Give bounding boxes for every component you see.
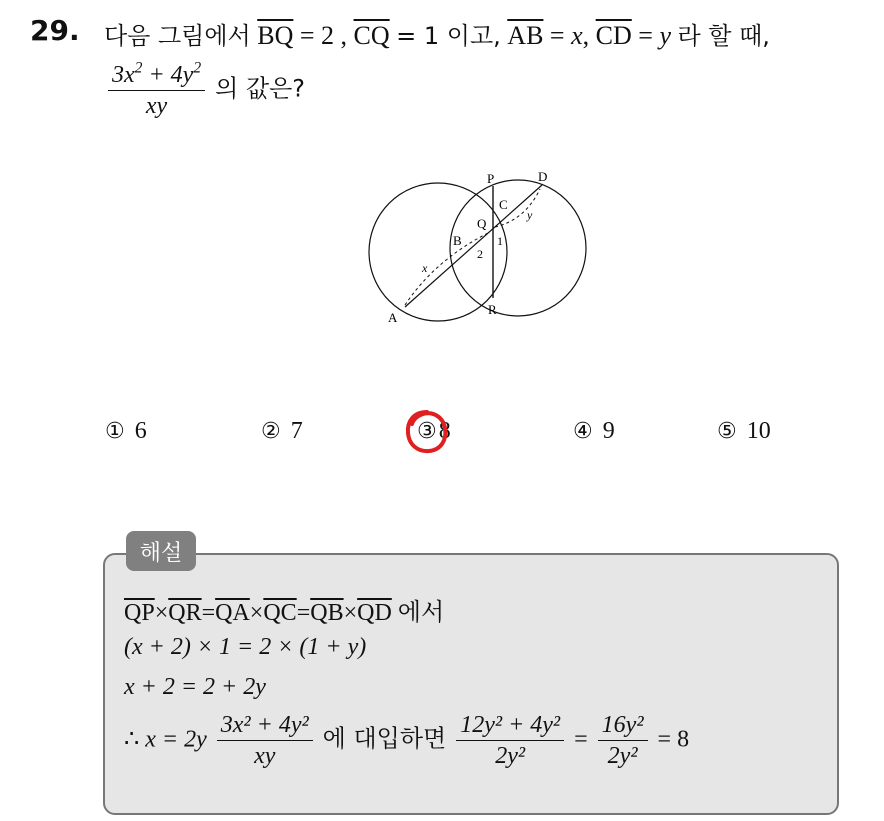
label-d: D xyxy=(538,169,548,184)
label-r: R xyxy=(488,302,497,317)
question-intro: 다음 그림에서 xyxy=(104,22,251,50)
choice-4[interactable] xyxy=(573,418,615,445)
question-number: 29. xyxy=(30,14,80,47)
circle-diagram xyxy=(360,165,600,335)
eq-ab: = xyxy=(549,21,565,50)
choice-value: 6 xyxy=(134,418,147,444)
choice-value: 7 xyxy=(290,418,303,444)
solution-line-4: ∴ x = 2y $\frac{\text{3x² + 4y²}}{xy}$ 에 대입하면 $\frac{\text{12y² + 4y²}}{\text{2y²}}$ = $\frac{\text{16y²}}{\text{2y²}}$ = 8 xyxy=(124,712,690,770)
choice-mark: ⑤ xyxy=(717,419,737,444)
segment-ab: $\overline{AB}$ xyxy=(507,21,544,50)
label-b: B xyxy=(453,233,462,248)
segment-bq: $\overline{BQ}$ xyxy=(257,21,294,50)
choice-value: 10 xyxy=(746,418,771,444)
solution-line-3: x + 2 = 2 + 2y xyxy=(124,674,266,700)
var-x: x xyxy=(571,21,583,50)
label-q: Q xyxy=(477,216,487,231)
answer-choices xyxy=(105,418,825,454)
question-tail: 라 할 때, xyxy=(677,22,770,50)
choice-3[interactable] xyxy=(417,418,451,445)
choice-mark: ① xyxy=(105,419,125,444)
choice-value: 9 xyxy=(602,418,615,444)
eq-cq: = 1 이고, xyxy=(396,22,501,50)
label-c: C xyxy=(499,197,508,212)
solution-line-2: (x + 2) × 1 = 2 × (1 + y) xyxy=(124,634,367,660)
choice-1[interactable] xyxy=(105,418,147,445)
label-one: 1 xyxy=(497,234,503,248)
segment-cd: $\overline{CD}$ xyxy=(595,21,632,50)
fraction-denominator: xy xyxy=(145,93,168,120)
question-line-2 xyxy=(104,59,306,120)
label-a: A xyxy=(388,310,398,325)
choice-5[interactable] xyxy=(717,418,771,445)
eq-cd: = xyxy=(638,21,653,50)
var-y: y xyxy=(659,21,671,50)
choice-mark: ② xyxy=(261,419,281,444)
eq-bq: = 2 , xyxy=(299,21,348,50)
choice-mark: ③ xyxy=(417,419,437,444)
line-ad xyxy=(405,185,542,307)
segment-cq: $\overline{CQ}$ xyxy=(353,21,390,50)
question-line-1 xyxy=(104,16,770,51)
fraction-numerator: $3x^2 + 4y^2$ xyxy=(108,62,205,91)
label-two: 2 xyxy=(477,247,483,261)
choice-mark: ④ xyxy=(573,419,593,444)
comma: , xyxy=(582,21,590,50)
label-y: y xyxy=(527,208,533,222)
solution-line-1: $\overline{QP}\times\overline{QR}=\overline{QA}\times\overline{QC}=\overline{QB}\times\overline{QD}$ 에서 xyxy=(124,598,445,626)
choice-value: 8 xyxy=(438,418,451,444)
label-p: P xyxy=(487,171,495,186)
question-ask: 의 값은? xyxy=(215,74,306,103)
label-x: x xyxy=(422,261,428,275)
solution-tag: 해설 xyxy=(126,531,196,571)
choice-2[interactable] xyxy=(261,418,303,445)
left-circle xyxy=(369,183,507,321)
question-fraction xyxy=(108,59,205,120)
